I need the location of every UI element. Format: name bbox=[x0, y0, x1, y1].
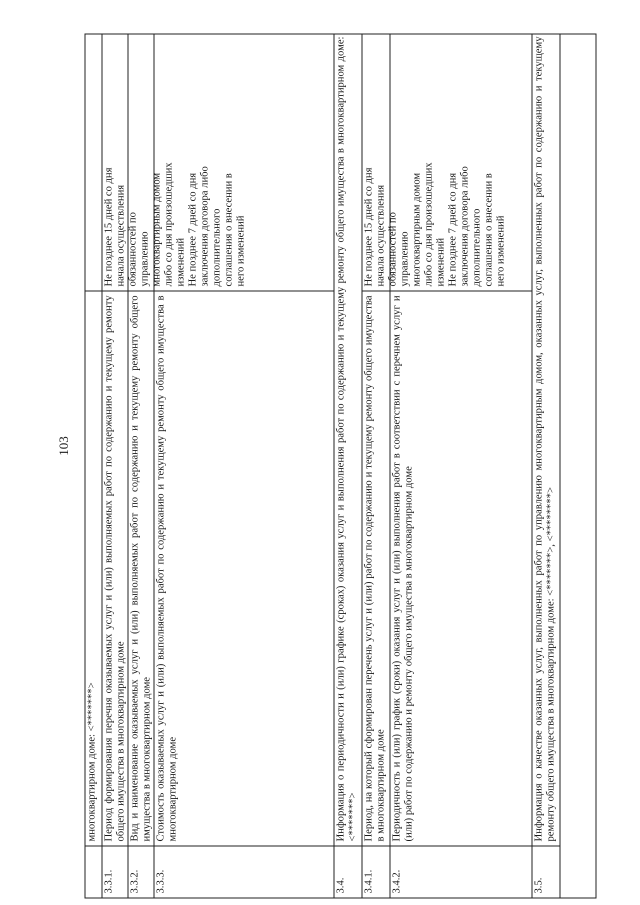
row-description: многоквартирном доме: <*******> bbox=[86, 291, 102, 846]
row-number bbox=[86, 846, 102, 898]
row-number: 3.3.1. bbox=[103, 846, 128, 898]
page-number: 103 bbox=[56, 436, 71, 456]
term-line: дополнительного bbox=[471, 208, 483, 287]
row-description: Период формирования перечня оказываемых услуг и (или) выполняемых работ по содержанию и текущему ремонту общего имущества в многоквартирном доме bbox=[103, 291, 128, 846]
row-description: Информация о качестве оказанных услуг, выполненных работ по управлению многоквартирным домом, оказанных услуг, выполненных работ по содержанию и текущему ремонту общего имущества в многоквартирном доме: <*******>, <********> bbox=[533, 36, 557, 842]
term-line: обязанностей по bbox=[387, 212, 399, 287]
row-number: 3.3.3. bbox=[155, 846, 334, 898]
row-description: Информация о периодичности и (или) графике (сроках) оказания услуг и выполнения работ по содержанию и текущему ремонту общего имущества в многоквартирном доме: <*******> bbox=[335, 36, 359, 842]
row-number: 3.4. bbox=[335, 846, 362, 898]
term-line: либо со дня произошедших bbox=[163, 162, 175, 287]
term-line: заключения договора либо bbox=[199, 166, 211, 287]
table-row bbox=[335, 35, 363, 898]
term-line: него изменений bbox=[495, 215, 507, 287]
term-line: управлению bbox=[139, 231, 151, 287]
term-line: Не позднее 7 дней со дня bbox=[447, 172, 459, 287]
row-description: Вид и наименование оказываемых услуг и (или) выполняемых работ по содержанию и текущему ремонту общего имущества в многоквартирном доме bbox=[129, 291, 154, 846]
term-line: Не позднее 7 дней со дня bbox=[187, 172, 199, 287]
table-row bbox=[86, 35, 103, 898]
term-line: обязанностей по bbox=[127, 212, 139, 287]
term-cell-2 bbox=[363, 85, 533, 291]
term-cell-1 bbox=[103, 85, 335, 291]
row-number: 3.4.2. bbox=[391, 846, 532, 898]
rotated-table-area bbox=[85, 33, 597, 898]
term-line: Не позднее 15 дней со дня bbox=[363, 167, 375, 287]
term-line: изменений bbox=[175, 238, 187, 287]
term-line: дополнительного bbox=[211, 208, 223, 287]
term-line: соглашения о внесении в bbox=[223, 173, 235, 287]
term-line: Не позднее 15 дней со дня bbox=[103, 167, 115, 287]
row-description: Периодичность и (или) график (сроки) оказания услуг и (или) выполнения работ в соответствии с перечнем услуг и (или) работ по содержанию и ремонту общего имущества в многоквартирном доме bbox=[391, 291, 532, 846]
term-line: заключения договора либо bbox=[459, 166, 471, 287]
term-line: начала осуществления bbox=[375, 184, 387, 287]
row-description: Период, на который сформирован перечень услуг и (или) работ по содержанию и текущему ремонту общего имущества в многоквартирном доме bbox=[363, 291, 390, 846]
disclosure-table bbox=[85, 34, 597, 899]
row-description: Стоимость оказываемых услуг и (или) выполняемых работ по содержанию и текущему ремонту общего имущества в многоквартирном доме bbox=[155, 291, 334, 846]
term-line: соглашения о внесении в bbox=[483, 173, 495, 287]
term-line: либо со дня произошедших bbox=[423, 162, 435, 287]
row-number: 3.3.2. bbox=[129, 846, 154, 898]
table-row bbox=[533, 35, 561, 898]
term-line: изменений bbox=[435, 238, 447, 287]
term-line: начала осуществления bbox=[115, 184, 127, 287]
term-line: многоквартирным домом bbox=[411, 172, 423, 287]
term-line: него изменений bbox=[235, 215, 247, 287]
row-term bbox=[86, 85, 102, 291]
term-line: управлению bbox=[399, 231, 411, 287]
term-line: многоквартирным домом bbox=[151, 172, 163, 287]
row-number: 3.5. bbox=[533, 846, 560, 898]
row-number: 3.4.1. bbox=[363, 846, 390, 898]
